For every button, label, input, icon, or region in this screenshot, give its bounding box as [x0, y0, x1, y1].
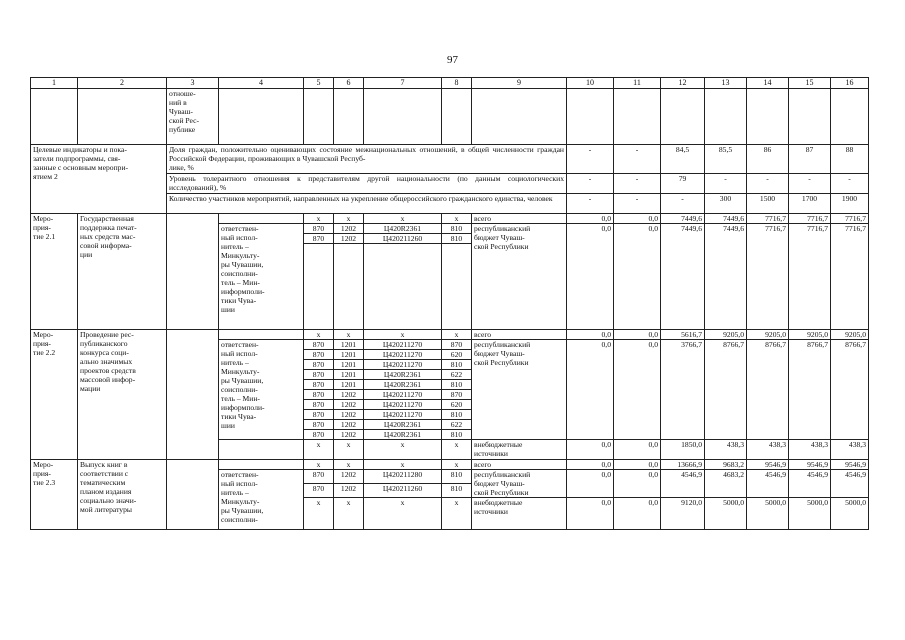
value-cell: 5000,0 — [831, 498, 869, 530]
code-cell: Ц420R2361 — [364, 420, 442, 430]
empty-cell — [364, 244, 442, 330]
value-cell: 9205,0 — [705, 330, 747, 340]
column-number: 14 — [747, 78, 789, 89]
code-cell: 870 — [304, 370, 334, 380]
code-cell: 870 — [304, 470, 334, 484]
empty-cell — [219, 89, 304, 145]
column-number: 8 — [442, 78, 472, 89]
m23-total-row — [31, 460, 869, 470]
indicator-value: 79 — [661, 174, 705, 194]
code-cell: x — [442, 440, 472, 460]
value-cell: 0,0 — [614, 340, 661, 440]
code-cell: x — [364, 498, 442, 530]
code-cell: 810 — [442, 360, 472, 370]
code-cell: 810 — [442, 484, 472, 498]
code-cell: Ц420R2361 — [364, 370, 442, 380]
target-row — [31, 145, 869, 174]
value-cell: 4546,9 — [831, 470, 869, 498]
code-cell: Ц420211270 — [364, 410, 442, 420]
code-cell: 870 — [304, 380, 334, 390]
code-cell: Ц420R2361 — [364, 430, 442, 440]
value-cell: 7716,7 — [789, 224, 831, 330]
value-cell: 8766,7 — [705, 340, 747, 440]
value-cell: 5000,0 — [747, 498, 789, 530]
value-cell: 1850,0 — [661, 440, 705, 460]
source-cell: республиканский бюджет Чуваш- ской Республики — [472, 470, 567, 498]
value-cell: 7716,7 — [747, 214, 789, 224]
code-cell: Ц420211270 — [364, 400, 442, 410]
value-cell: 7449,6 — [705, 224, 747, 330]
code-cell: 870 — [304, 484, 334, 498]
column-number: 10 — [567, 78, 614, 89]
value-cell: 9546,9 — [831, 460, 869, 470]
value-cell: 7716,7 — [789, 214, 831, 224]
indicator-value: - — [567, 174, 614, 194]
source-cell: всего — [472, 330, 567, 340]
value-cell: 0,0 — [567, 224, 614, 330]
value-cell: 9546,9 — [789, 460, 831, 470]
code-cell: x — [442, 214, 472, 224]
source-cell: внебюджетные источники — [472, 440, 567, 460]
code-cell: 870 — [442, 340, 472, 350]
value-cell: 0,0 — [614, 224, 661, 330]
value-cell: 4546,9 — [747, 470, 789, 498]
code-cell: x — [364, 440, 442, 460]
code-cell: 1202 — [334, 390, 364, 400]
indicator-value: 87 — [789, 145, 831, 174]
indicator-text: Уровень толерантного отношения к представителям другой национальности (по данным социологических исследований), % — [167, 174, 567, 194]
responsible-executor: ответствен- ный испол- нитель – Минкульту- ры Чувашии, соисполни- — [219, 470, 304, 530]
code-cell: Ц420211260 — [364, 234, 442, 244]
program-table — [30, 77, 869, 530]
measure-code: Меро- прия- тие 2.3 — [31, 460, 78, 530]
value-cell: 0,0 — [567, 440, 614, 460]
value-cell: 9205,0 — [831, 330, 869, 340]
code-cell: 620 — [442, 350, 472, 360]
measure-name: Выпуск книг в соответствии с тематическим планом издания социально значи- мой литературы — [78, 460, 167, 530]
continued-text: отноше- ний в Чуваш- ской Рес- публике — [167, 89, 219, 145]
empty-cell — [219, 214, 304, 224]
value-cell: 0,0 — [614, 460, 661, 470]
code-cell: 1201 — [334, 370, 364, 380]
indicator-value: 86 — [747, 145, 789, 174]
column-number: 5 — [304, 78, 334, 89]
value-cell: 7449,6 — [661, 214, 705, 224]
code-cell: 870 — [304, 350, 334, 360]
value-cell: 5616,7 — [661, 330, 705, 340]
code-cell: x — [442, 460, 472, 470]
code-cell: Ц420R2361 — [364, 224, 442, 234]
value-cell: 0,0 — [614, 214, 661, 224]
code-cell: x — [442, 330, 472, 340]
indicator-value: 1500 — [747, 194, 789, 214]
source-cell: республиканский бюджет Чуваш- ской Республики — [472, 340, 567, 440]
code-cell: 1202 — [334, 224, 364, 234]
code-cell: x — [364, 460, 442, 470]
empty-cell — [831, 89, 869, 145]
value-cell: 0,0 — [614, 470, 661, 498]
code-cell: 1201 — [334, 340, 364, 350]
value-cell: 7716,7 — [747, 224, 789, 330]
indicator-value: - — [831, 174, 869, 194]
column-number: 1 — [31, 78, 78, 89]
code-cell: 1201 — [334, 350, 364, 360]
empty-cell — [789, 89, 831, 145]
empty-cell — [334, 89, 364, 145]
code-cell: 1202 — [334, 400, 364, 410]
code-cell: 1202 — [334, 234, 364, 244]
code-cell: 810 — [442, 380, 472, 390]
code-cell: 1201 — [334, 360, 364, 370]
column-number: 15 — [789, 78, 831, 89]
code-cell: Ц420R2361 — [364, 380, 442, 390]
value-cell: 9546,9 — [747, 460, 789, 470]
code-cell: 870 — [304, 410, 334, 420]
indicator-value: - — [747, 174, 789, 194]
code-cell: 1202 — [334, 470, 364, 484]
indicator-value: 1700 — [789, 194, 831, 214]
value-cell: 0,0 — [567, 460, 614, 470]
value-cell: 0,0 — [567, 214, 614, 224]
header-row — [31, 78, 869, 89]
value-cell: 7716,7 — [831, 214, 869, 224]
value-cell: 4546,9 — [661, 470, 705, 498]
code-cell: 870 — [304, 420, 334, 430]
code-cell: x — [304, 330, 334, 340]
code-cell: x — [334, 460, 364, 470]
column-number: 16 — [831, 78, 869, 89]
value-cell: 0,0 — [614, 498, 661, 530]
code-cell: x — [304, 460, 334, 470]
empty-cell — [661, 89, 705, 145]
empty-cell — [442, 244, 472, 330]
indicator-text: Количество участников мероприятий, направленных на укрепление общероссийского гражданского единства, человек — [167, 194, 567, 214]
value-cell: 4683,2 — [705, 470, 747, 498]
empty-cell — [364, 89, 442, 145]
code-cell: 810 — [442, 234, 472, 244]
source-cell: республиканский бюджет Чуваш- ской Республики — [472, 224, 567, 330]
code-cell: x — [364, 330, 442, 340]
code-cell: 870 — [304, 430, 334, 440]
column-number: 13 — [705, 78, 747, 89]
code-cell: 1202 — [334, 420, 364, 430]
value-cell: 8766,7 — [831, 340, 869, 440]
value-cell: 7449,6 — [661, 224, 705, 330]
code-cell: 620 — [442, 400, 472, 410]
source-cell: внебюджетные источники — [472, 498, 567, 530]
source-cell: всего — [472, 214, 567, 224]
column-number: 3 — [167, 78, 219, 89]
empty-cell — [167, 330, 219, 460]
indicator-value: - — [614, 174, 661, 194]
code-cell: x — [304, 498, 334, 530]
value-cell: 9683,2 — [705, 460, 747, 470]
empty-cell — [167, 214, 219, 330]
measure-name: Проведение рес- публиканского конкурса соци- ально значимых проектов средств массовой инфор- мации — [78, 330, 167, 460]
column-number: 11 — [614, 78, 661, 89]
page-number: 97 — [447, 54, 458, 66]
value-cell: 7449,6 — [705, 214, 747, 224]
value-cell: 0,0 — [567, 340, 614, 440]
empty-cell — [78, 89, 167, 145]
empty-cell — [614, 89, 661, 145]
code-cell: 870 — [304, 360, 334, 370]
code-cell: 810 — [442, 430, 472, 440]
indicator-value: 84,5 — [661, 145, 705, 174]
value-cell: 9205,0 — [747, 330, 789, 340]
code-cell: 622 — [442, 370, 472, 380]
empty-cell — [747, 89, 789, 145]
m21-total-row — [31, 214, 869, 224]
empty-cell — [472, 89, 567, 145]
empty-cell — [304, 244, 334, 330]
code-cell: Ц420211280 — [364, 470, 442, 484]
empty-cell — [219, 440, 304, 460]
indicator-value: - — [614, 194, 661, 214]
indicator-value: - — [614, 145, 661, 174]
value-cell: 438,3 — [831, 440, 869, 460]
value-cell: 8766,7 — [747, 340, 789, 440]
indicator-value: - — [705, 174, 747, 194]
code-cell: 870 — [304, 340, 334, 350]
code-cell: 870 — [304, 400, 334, 410]
code-cell: Ц420211260 — [364, 484, 442, 498]
code-cell: x — [304, 440, 334, 460]
value-cell: 9120,0 — [661, 498, 705, 530]
continuation-row — [31, 89, 869, 145]
indicator-value: 1900 — [831, 194, 869, 214]
indicator-value: 85,5 — [705, 145, 747, 174]
code-cell: x — [364, 214, 442, 224]
value-cell: 7716,7 — [831, 224, 869, 330]
responsible-executor: ответствен- ный испол- нитель – Минкульту- ры Чувашии, соисполни- тель – Мин- информпoли- тики Чува- шии — [219, 340, 304, 440]
code-cell: 810 — [442, 224, 472, 234]
value-cell: 3766,7 — [661, 340, 705, 440]
indicator-value: - — [567, 145, 614, 174]
indicator-value: - — [661, 194, 705, 214]
empty-cell — [167, 460, 219, 530]
source-cell: всего — [472, 460, 567, 470]
code-cell: x — [334, 330, 364, 340]
indicator-value: - — [789, 174, 831, 194]
measure-name: Государственная поддержка печат- ных средств мас- совой информа- ции — [78, 214, 167, 330]
code-cell: x — [334, 498, 364, 530]
code-cell: Ц420211270 — [364, 350, 442, 360]
value-cell: 0,0 — [567, 330, 614, 340]
code-cell: Ц420211270 — [364, 360, 442, 370]
column-number: 4 — [219, 78, 304, 89]
code-cell: x — [334, 440, 364, 460]
code-cell: 622 — [442, 420, 472, 430]
value-cell: 9205,0 — [789, 330, 831, 340]
value-cell: 8766,7 — [789, 340, 831, 440]
empty-cell — [219, 460, 304, 470]
column-number: 12 — [661, 78, 705, 89]
indicator-value: 300 — [705, 194, 747, 214]
measure-code: Меро- прия- тие 2.1 — [31, 214, 78, 330]
code-cell: 870 — [304, 234, 334, 244]
code-cell: x — [334, 214, 364, 224]
value-cell: 0,0 — [614, 330, 661, 340]
empty-cell — [304, 89, 334, 145]
code-cell: Ц420211270 — [364, 390, 442, 400]
m22-total-row — [31, 330, 869, 340]
value-cell: 5000,0 — [705, 498, 747, 530]
code-cell: 870 — [304, 224, 334, 234]
value-cell: 0,0 — [567, 470, 614, 498]
value-cell: 5000,0 — [789, 498, 831, 530]
code-cell: x — [304, 214, 334, 224]
empty-cell — [219, 330, 304, 340]
targets-label: Целевые индикаторы и пока- затели подпрограммы, свя- занные с основным меропри- ятием 2 — [31, 145, 167, 214]
value-cell: 438,3 — [705, 440, 747, 460]
value-cell: 438,3 — [789, 440, 831, 460]
indicator-text: Доля граждан, положительно оценивающих состояние межнациональных отношений, в общей численности граждан Российской Федерации, проживающих в Чувашской Респуб- лике, % — [167, 145, 567, 174]
value-cell: 0,0 — [614, 440, 661, 460]
column-number: 9 — [472, 78, 567, 89]
code-cell: 810 — [442, 410, 472, 420]
empty-cell — [705, 89, 747, 145]
code-cell: 1202 — [334, 430, 364, 440]
column-number: 6 — [334, 78, 364, 89]
code-cell: x — [442, 498, 472, 530]
empty-cell — [442, 89, 472, 145]
responsible-executor: ответствен- ный испол- нитель – Минкульту- ры Чувашии, соисполни- тель – Мин- информпoли- тики Чува- шии — [219, 224, 304, 330]
code-cell: 870 — [442, 390, 472, 400]
code-cell: 1201 — [334, 380, 364, 390]
column-number: 2 — [78, 78, 167, 89]
empty-cell — [334, 244, 364, 330]
value-cell: 4546,9 — [789, 470, 831, 498]
empty-cell — [31, 89, 78, 145]
column-number: 7 — [364, 78, 442, 89]
indicator-value: 88 — [831, 145, 869, 174]
code-cell: 1202 — [334, 410, 364, 420]
value-cell: 0,0 — [567, 498, 614, 530]
code-cell: 810 — [442, 470, 472, 484]
indicator-value: - — [567, 194, 614, 214]
code-cell: Ц420211270 — [364, 340, 442, 350]
code-cell: 870 — [304, 390, 334, 400]
code-cell: 1202 — [334, 484, 364, 498]
measure-code: Меро- прия- тие 2.2 — [31, 330, 78, 460]
value-cell: 13666,9 — [661, 460, 705, 470]
empty-cell — [567, 89, 614, 145]
value-cell: 438,3 — [747, 440, 789, 460]
